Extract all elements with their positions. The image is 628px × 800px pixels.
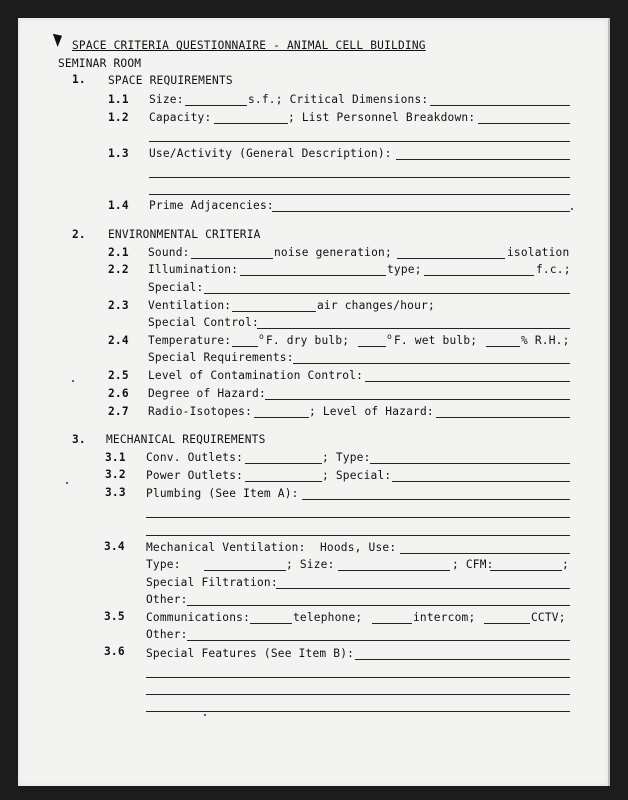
item-2-4-label-temperature: Temperature: xyxy=(148,334,232,347)
item-2-2-label-fc: f.c.; xyxy=(536,263,571,276)
item-1-1-number: 1.1 xyxy=(108,93,129,106)
item-3-4-label-type: Type: xyxy=(146,558,181,571)
illumination-type-field[interactable] xyxy=(424,275,534,276)
item-1-1-label-size: Size: xyxy=(149,93,184,106)
item-3-1-number: 3.1 xyxy=(105,451,126,464)
critical-dimensions-field[interactable] xyxy=(430,105,570,106)
item-3-4-label-cfm: ; CFM: xyxy=(452,558,494,571)
item-3-4-number: 3.4 xyxy=(104,540,125,553)
use-activity-field[interactable] xyxy=(396,159,570,160)
conv-outlets-field[interactable] xyxy=(245,463,322,464)
degree-symbol-1: o xyxy=(259,332,265,341)
item-3-5-number: 3.5 xyxy=(104,610,125,623)
telephone-field[interactable] xyxy=(372,623,412,624)
sound-field[interactable] xyxy=(191,258,273,259)
scan-speck xyxy=(66,482,68,484)
personnel-breakdown-field[interactable] xyxy=(478,123,570,124)
radio-isotopes-field[interactable] xyxy=(254,417,309,418)
section-2-number: 2. xyxy=(72,228,86,241)
illumination-special-field[interactable] xyxy=(204,293,570,294)
item-3-5-label-cctv: CCTV; xyxy=(531,611,566,624)
power-outlets-special-field[interactable] xyxy=(392,481,570,482)
use-activity-line-3[interactable] xyxy=(149,194,570,195)
personnel-breakdown-line-2[interactable] xyxy=(149,141,570,142)
ventilation-field[interactable] xyxy=(232,311,316,312)
size-field[interactable] xyxy=(185,105,247,106)
degree-of-hazard-field[interactable] xyxy=(265,399,570,400)
hood-type-field[interactable] xyxy=(204,570,286,571)
use-activity-line-2[interactable] xyxy=(149,177,570,178)
special-features-line-2[interactable] xyxy=(146,677,570,678)
item-2-6-label: Degree of Hazard: xyxy=(148,387,266,400)
item-2-3-label-air-changes: air changes/hour; xyxy=(317,299,435,312)
item-2-4-number: 2.4 xyxy=(108,334,129,347)
scan-speck xyxy=(204,714,206,716)
item-3-2-number: 3.2 xyxy=(105,468,126,481)
section-3-number: 3. xyxy=(72,433,86,446)
hoods-use-field[interactable] xyxy=(400,553,570,554)
plumbing-line-2[interactable] xyxy=(146,517,570,518)
conv-outlets-type-field[interactable] xyxy=(370,463,570,464)
prime-adjacencies-field[interactable] xyxy=(272,211,570,212)
item-2-2-label-special: Special: xyxy=(148,281,204,294)
item-3-4-label-semicolon: ; xyxy=(562,558,569,571)
item-3-1-label-type: ; Type: xyxy=(322,451,371,464)
item-3-2-label-power-outlets: Power Outlets: xyxy=(146,469,244,482)
item-2-4-label-wet-bulb: F. wet bulb; xyxy=(394,334,478,347)
item-2-1-label-isolation: isolation xyxy=(507,246,570,259)
ventilation-other-field[interactable] xyxy=(187,605,570,606)
item-1-2-label-capacity: Capacity: xyxy=(149,111,212,124)
item-1-3-label: Use/Activity (General Description): xyxy=(149,147,392,160)
item-2-1-label-sound: Sound: xyxy=(148,246,190,259)
illumination-field[interactable] xyxy=(240,275,386,276)
item-1-1-label-dimensions: s.f.; Critical Dimensions: xyxy=(248,93,429,106)
item-3-5-label-telephone: telephone; xyxy=(293,611,363,624)
item-2-1-label-noise: noise generation; xyxy=(274,246,392,259)
item-3-4-label-special-filtration: Special Filtration: xyxy=(146,576,278,589)
degree-symbol-2: o xyxy=(387,332,393,341)
scan-speck xyxy=(571,208,573,210)
plumbing-line-3[interactable] xyxy=(146,535,570,536)
item-3-4-label-hoods-use: Hoods, Use: xyxy=(320,541,397,554)
item-2-2-label-type: type; xyxy=(387,263,422,276)
item-2-1-number: 2.1 xyxy=(108,246,129,259)
item-2-7-label-level-of-hazard: ; Level of Hazard: xyxy=(309,405,434,418)
item-3-4-label-other: Other: xyxy=(146,593,188,606)
special-features-line-4[interactable] xyxy=(146,711,570,712)
item-2-4-label-rh: % R.H.; xyxy=(521,334,570,347)
item-3-6-label: Special Features (See Item B): xyxy=(146,647,355,660)
room-name: SEMINAR ROOM xyxy=(58,57,142,70)
special-features-field[interactable] xyxy=(355,659,570,660)
special-filtration-field[interactable] xyxy=(276,588,570,589)
paper-sheet xyxy=(18,18,610,786)
section-1-number: 1. xyxy=(72,73,86,86)
item-2-2-label-illumination: Illumination: xyxy=(148,263,239,276)
power-outlets-field[interactable] xyxy=(245,481,322,482)
item-2-7-number: 2.7 xyxy=(108,405,129,418)
item-1-3-number: 1.3 xyxy=(108,147,129,160)
communications-field[interactable] xyxy=(250,623,292,624)
document-title: SPACE CRITERIA QUESTIONNAIRE - ANIMAL CELL BUILDING xyxy=(72,39,426,52)
item-3-5-label-other: Other: xyxy=(146,628,188,641)
item-3-3-label: Plumbing (See Item A): xyxy=(146,487,299,500)
scan-speck xyxy=(72,380,74,382)
item-2-3-number: 2.3 xyxy=(108,299,129,312)
item-3-6-number: 3.6 xyxy=(104,645,125,658)
special-control-field[interactable] xyxy=(257,328,570,329)
item-3-3-number: 3.3 xyxy=(105,486,126,499)
item-2-6-number: 2.6 xyxy=(108,387,129,400)
item-3-4-label-size: ; Size: xyxy=(286,558,335,571)
dry-bulb-field[interactable] xyxy=(232,346,258,347)
cfm-field[interactable] xyxy=(490,570,562,571)
relative-humidity-field[interactable] xyxy=(486,346,520,347)
item-2-3-label-ventilation: Ventilation: xyxy=(148,299,232,312)
wet-bulb-field[interactable] xyxy=(358,346,386,347)
item-3-1-label-conv-outlets: Conv. Outlets: xyxy=(146,451,244,464)
item-3-5-label-intercom: intercom; xyxy=(413,611,476,624)
item-2-5-number: 2.5 xyxy=(108,369,129,382)
communications-other-field[interactable] xyxy=(187,640,570,641)
plumbing-field[interactable] xyxy=(302,499,570,500)
noise-generation-field[interactable] xyxy=(397,258,505,259)
section-2-title: ENVIRONMENTAL CRITERIA xyxy=(108,228,261,241)
item-1-4-label: Prime Adjacencies: xyxy=(149,199,274,212)
item-2-4-label-special-requirements: Special Requirements: xyxy=(148,351,294,364)
item-2-3-label-special-control: Special Control: xyxy=(148,316,259,329)
capacity-field[interactable] xyxy=(214,123,288,124)
contamination-control-field[interactable] xyxy=(365,381,570,382)
special-features-line-3[interactable] xyxy=(146,694,570,695)
hood-size-field[interactable] xyxy=(338,570,450,571)
special-requirements-field[interactable] xyxy=(293,363,570,364)
item-1-4-number: 1.4 xyxy=(108,199,129,212)
item-2-2-number: 2.2 xyxy=(108,263,129,276)
item-2-7-label-radio-isotopes: Radio-Isotopes: xyxy=(148,405,253,418)
item-3-5-label-communications: Communications: xyxy=(146,611,251,624)
item-1-2-number: 1.2 xyxy=(108,111,129,124)
item-2-4-label-dry-bulb: F. dry bulb; xyxy=(266,334,350,347)
section-1-title: SPACE REQUIREMENTS xyxy=(108,74,233,87)
level-of-hazard-field[interactable] xyxy=(436,417,570,418)
item-3-2-label-special: ; Special: xyxy=(322,469,392,482)
item-3-4-label-mech-ventilation: Mechanical Ventilation: xyxy=(146,541,306,554)
intercom-field[interactable] xyxy=(484,623,530,624)
item-2-5-label: Level of Contamination Control: xyxy=(148,369,363,382)
item-1-2-label-personnel: ; List Personnel Breakdown: xyxy=(288,111,476,124)
section-3-title: MECHANICAL REQUIREMENTS xyxy=(106,433,266,446)
